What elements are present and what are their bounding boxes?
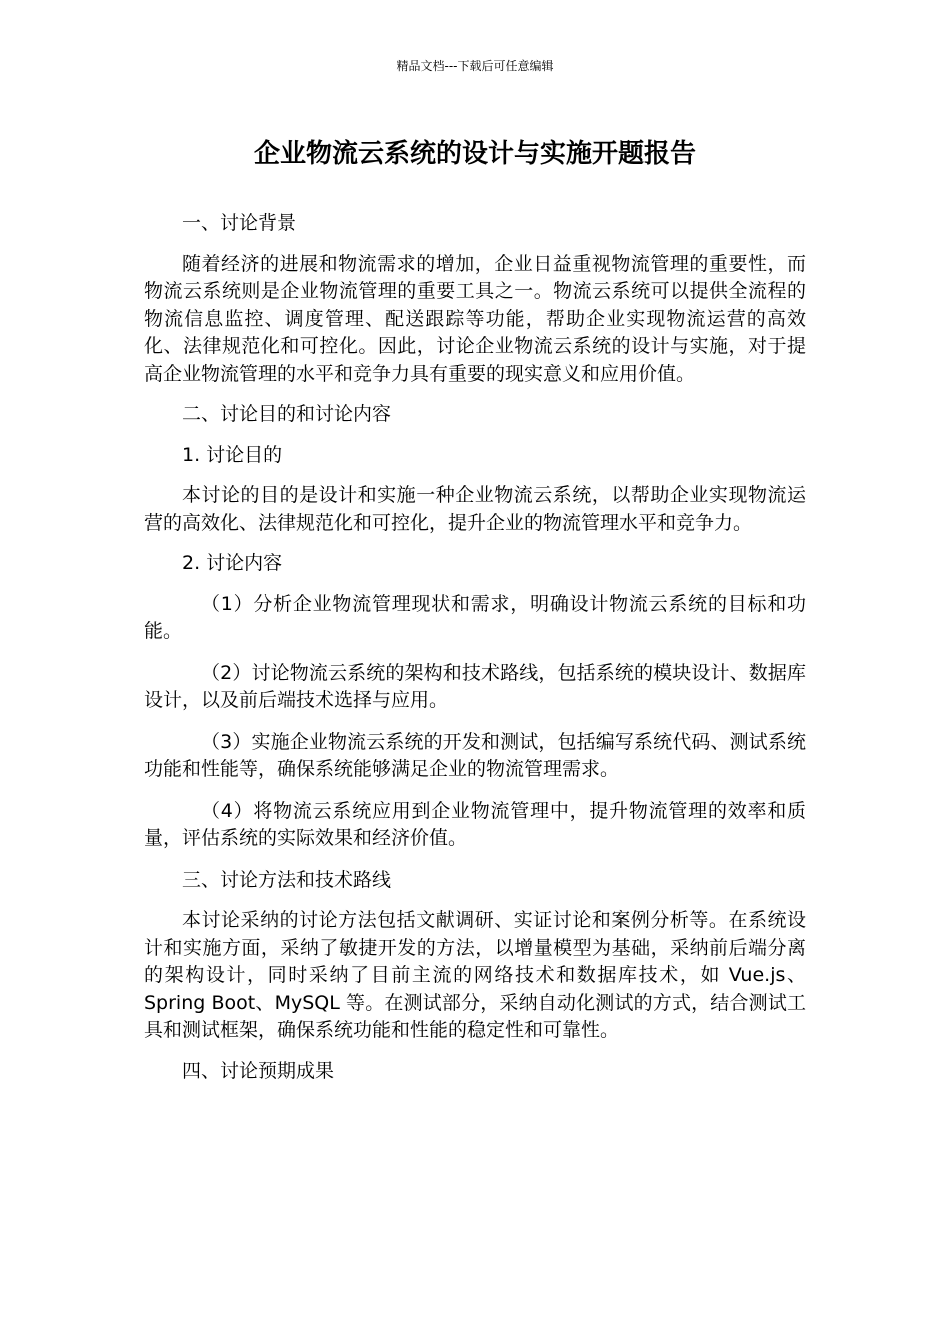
purpose-paragraph: 本讨论的目的是设计和实施一种企业物流云系统，以帮助企业实现物流运营的高效化、法律规范化和可控化，提升企业的物流管理水平和竞争力。 [144, 484, 806, 534]
section-heading-purpose-content: 二、讨论目的和讨论内容 [182, 403, 392, 425]
section-heading-expected-results: 四、讨论预期成果 [182, 1059, 335, 1082]
document-title: 企业物流云系统的设计与实施开题报告 [253, 139, 696, 169]
background-paragraph: 随着经济的进展和物流需求的增加，企业日益重视物流管理的重要性，而物流云系统则是企业物流管理的重要工具之一。物流云系统可以提供全流程的物流信息监控、调度管理、配送跟踪等功能，帮助企业实现物流运营的高效化、法律规范化和可控化。因此，讨论企业物流云系统的设计与实施，对于提高企业物流管理的水平和竞争力具有重要的现实意义和应用价值。 [144, 252, 806, 385]
content-item-3: （3）实施企业物流云系统的开发和测试，包括编写系统代码、测试系统功能和性能等，确保系统能够满足企业的物流管理需求。 [144, 730, 806, 780]
content-item-4: （4）将物流云系统应用到企业物流管理中，提升物流管理的效率和质量，评估系统的实际效果和经济价值。 [144, 799, 806, 849]
subheading-purpose: 1. 讨论目的 [182, 443, 283, 466]
content-item-1: （1）分析企业物流管理现状和需求，明确设计物流云系统的目标和功能。 [144, 592, 806, 642]
section-heading-background: 一、讨论背景 [182, 212, 297, 234]
section-heading-methods: 三、讨论方法和技术路线 [182, 868, 392, 891]
document-body [144, 210, 806, 1098]
subheading-content: 2. 讨论内容 [182, 552, 283, 574]
header-note: 精品文档---下载后可任意编辑 [396, 59, 554, 73]
methods-paragraph: 本讨论采纳的讨论方法包括文献调研、实证讨论和案例分析等。在系统设计和实施方面，采纳了敏捷开发的方法，以增量模型为基础，采纳前后端分离的架构设计，同时采纳了目前主流的网络技术和数据库技术，如 Vue.js、Spring Boot、MySQL 等。在测试部分，采纳自动化测试的方式，结合测试工具和测试框架，确保系统功能和性能的稳定性和可靠性。 [144, 909, 806, 1041]
content-item-2: （2）讨论物流云系统的架构和技术路线，包括系统的模块设计、数据库设计，以及前后端技术选择与应用。 [144, 661, 806, 711]
